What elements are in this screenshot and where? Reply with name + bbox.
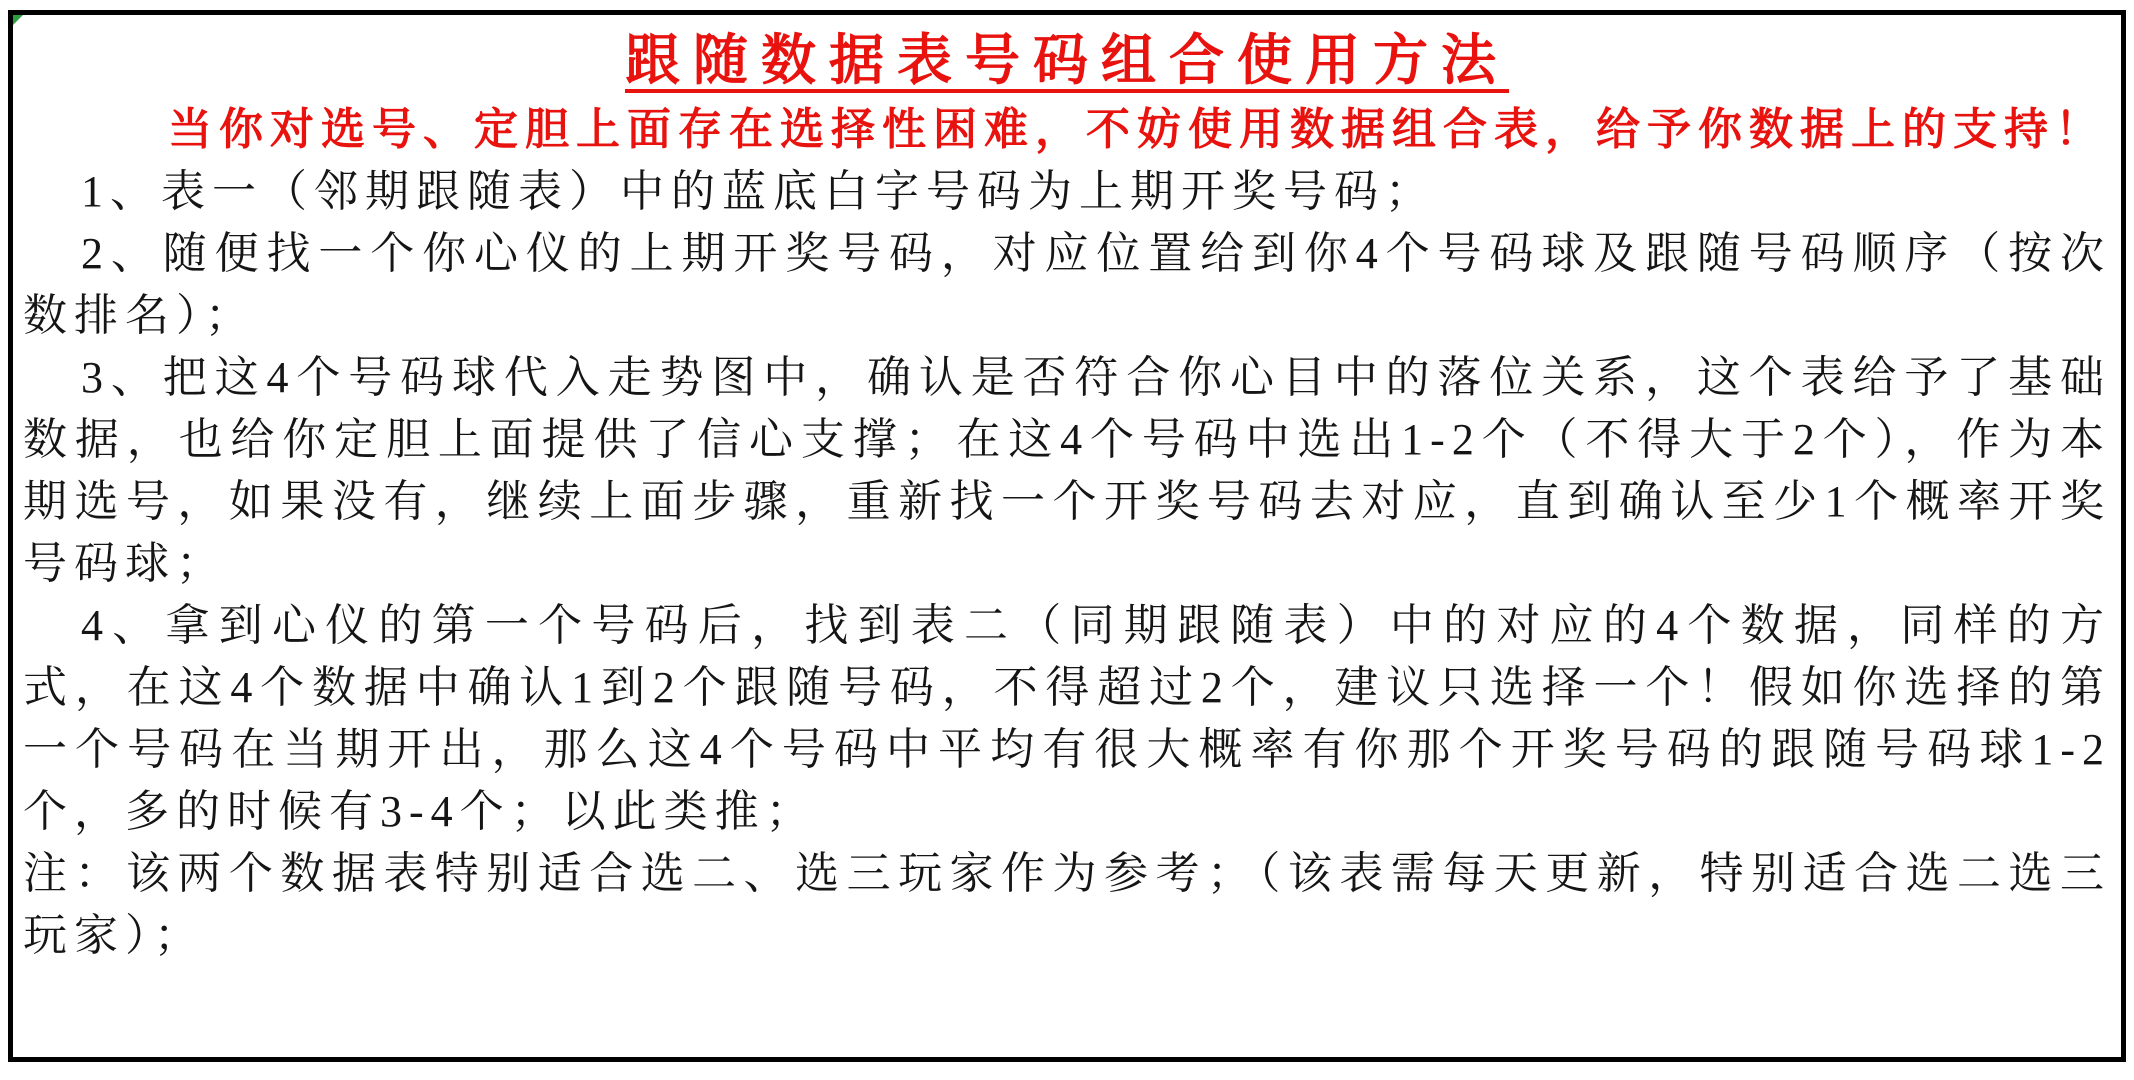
- instruction-item-2: 2、随便找一个你心仪的上期开奖号码，对应位置给到你4个号码球及跟随号码顺序（按次数排名）；: [23, 229, 2111, 340]
- instruction-item-4: 4、拿到心仪的第一个号码后，找到表二（同期跟随表）中的对应的4个数据，同样的方式，在这4个数据中确认1到2个跟随号码，不得超过2个，建议只选择一个！假如你选择的第一个号码在当期开出，那么这4个号码中平均有很大概率有你那个开奖号码的跟随号码球1-2个，多的时候有3-4个；以此类推；: [23, 601, 2111, 836]
- instruction-item-3: 3、把这4个号码球代入走势图中，确认是否符合你心目中的落位关系，这个表给予了基础数据，也给你定胆上面提供了信心支撑；在这4个号码中选出1-2个（不得大于2个），作为本期选号，如果没有，继续上面步骤，重新找一个开奖号码去对应，直到确认至少1个概率开奖号码球；: [23, 353, 2111, 588]
- page-title-text: 跟随数据表号码组合使用方法: [624, 30, 1509, 91]
- intro-paragraph: 当你对选号、定胆上面存在选择性困难，不妨使用数据组合表，给予你数据上的支持！: [168, 105, 2106, 154]
- corner-fold-icon: [8, 10, 28, 30]
- page-title: [23, 25, 2111, 97]
- note-paragraph: 注：该两个数据表特别适合选二、选三玩家作为参考；（该表需每天更新，特别适合选二选三玩家）；: [23, 849, 2111, 960]
- instruction-item-1: 1、表一（邻期跟随表）中的蓝底白字号码为上期开奖号码；: [81, 167, 1436, 216]
- document-frame: [8, 10, 2126, 1062]
